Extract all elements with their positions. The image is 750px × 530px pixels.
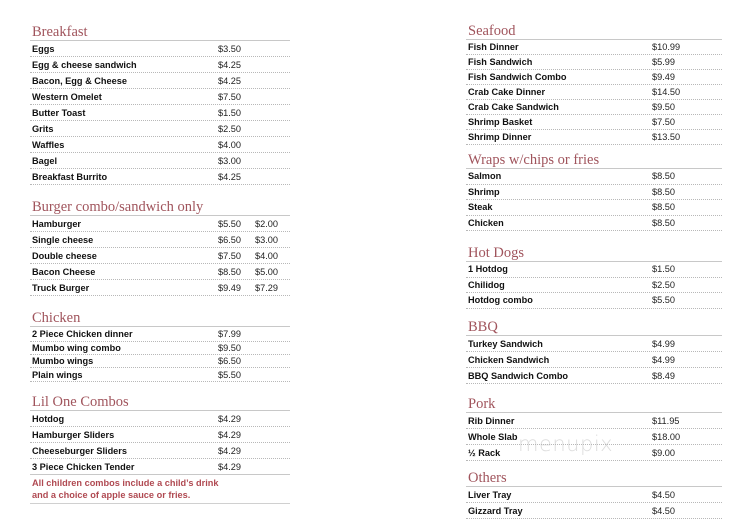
- section-bbq: [466, 319, 722, 384]
- item-name: Mumbo wing combo: [32, 343, 121, 353]
- item-name: Salmon: [468, 171, 502, 182]
- item-price: $8.49: [652, 370, 675, 381]
- item-price: $7.50: [218, 91, 241, 102]
- section-others: [466, 470, 722, 519]
- menu-row: [466, 352, 722, 368]
- item-price: $3.50: [218, 43, 241, 54]
- sandwich-price: $4.00: [254, 250, 278, 261]
- item-price: $9.50: [652, 102, 675, 112]
- item-name: Bagel: [32, 155, 58, 166]
- item-price: $2.50: [652, 279, 675, 290]
- section-burger: [30, 199, 290, 296]
- item-price: $4.00: [218, 139, 241, 150]
- item-name: Western Omelet: [32, 91, 102, 102]
- item-price: $10.99: [652, 42, 681, 52]
- item-price: $9.50: [218, 343, 241, 353]
- menu-row: [30, 342, 290, 355]
- item-price: $2.50: [218, 123, 241, 134]
- menu-row: [30, 427, 290, 443]
- menupix-watermark: menupix: [518, 432, 614, 456]
- item-name: Bacon Cheese: [32, 266, 96, 277]
- menu-row: [466, 503, 722, 519]
- menu-row: [30, 169, 290, 185]
- section-title: Seafood: [466, 23, 722, 40]
- item-price: $13.50: [652, 132, 681, 142]
- sandwich-price: $5.00: [254, 266, 278, 277]
- item-price: $4.29: [218, 413, 241, 424]
- section-hot-dogs: [466, 245, 722, 309]
- item-price: $4.50: [652, 505, 675, 516]
- item-name: Waffles: [32, 139, 65, 150]
- item-price: $5.50: [218, 369, 241, 380]
- menu-row: [466, 85, 722, 100]
- item-name: Double cheese: [32, 250, 97, 261]
- item-price: $1.50: [218, 107, 241, 118]
- section-chicken: [30, 310, 290, 382]
- item-name: Whole Slab: [468, 431, 518, 442]
- menu-row: [466, 200, 722, 216]
- menu-row: [30, 280, 290, 296]
- menu-row: [30, 57, 290, 73]
- item-price: $1.50: [652, 264, 675, 275]
- item-name: Grits: [32, 123, 54, 134]
- combo-price: $7.50: [218, 250, 241, 261]
- item-price: $4.25: [218, 171, 241, 182]
- combo-price: $8.50: [218, 266, 241, 277]
- note-line: and a choice of apple sauce or fries.: [32, 490, 191, 500]
- item-price: $7.50: [652, 117, 675, 127]
- item-name: Crab Cake Dinner: [468, 87, 546, 97]
- item-name: Fish Sandwich: [468, 57, 533, 67]
- menu-row: [30, 368, 290, 382]
- menu-row: [30, 121, 290, 137]
- section-title: BBQ: [466, 319, 722, 336]
- menu-row: [30, 459, 290, 475]
- menu-row: [466, 487, 722, 503]
- menu-row: [30, 41, 290, 57]
- menu-row: [30, 443, 290, 459]
- combo-price: $5.50: [218, 218, 241, 229]
- item-price: $4.29: [218, 445, 241, 456]
- item-name: Turkey Sandwich: [468, 338, 543, 349]
- menu-row: [30, 355, 290, 368]
- section-title: Others: [466, 470, 722, 487]
- item-name: Hotdog combo: [468, 295, 533, 306]
- menu-row: [30, 105, 290, 121]
- item-name: Steak: [468, 202, 493, 213]
- menu-row: [30, 73, 290, 89]
- item-name: Chilidog: [468, 279, 505, 290]
- item-price: $8.50: [652, 171, 675, 182]
- item-name: Liver Tray: [468, 489, 512, 500]
- item-name: Rib Dinner: [468, 415, 515, 426]
- menu-row: [466, 55, 722, 70]
- menu-row: [466, 169, 722, 185]
- item-price: $9.49: [652, 72, 675, 82]
- menu-row: [466, 130, 722, 145]
- item-price: $4.29: [218, 461, 241, 472]
- menu-row: [30, 89, 290, 105]
- item-name: Mumbo wings: [32, 356, 94, 366]
- item-name: ½ Rack: [468, 447, 501, 458]
- item-name: Eggs: [32, 43, 55, 54]
- menu-row: [466, 368, 722, 384]
- item-name: Fish Dinner: [468, 42, 519, 52]
- sandwich-price: $3.00: [254, 234, 278, 245]
- combo-price: $9.49: [218, 282, 241, 293]
- item-name: Chicken: [468, 217, 504, 228]
- menu-row: [466, 336, 722, 352]
- item-name: Hamburger: [32, 218, 82, 229]
- item-price: $5.99: [652, 57, 675, 67]
- item-name: Bacon, Egg & Cheese: [32, 75, 127, 86]
- item-name: Hamburger Sliders: [32, 429, 115, 440]
- item-name: Chicken Sandwich: [468, 354, 550, 365]
- item-name: Butter Toast: [32, 107, 86, 118]
- item-name: Plain wings: [32, 369, 83, 380]
- item-name: Crab Cake Sandwich: [468, 102, 559, 112]
- item-name: Hotdog: [32, 413, 65, 424]
- note-line: All children combos include a child’s drink: [32, 478, 219, 488]
- menu-row: [466, 70, 722, 85]
- section-title: Burger combo/sandwich only: [30, 199, 290, 216]
- menu-row: [466, 293, 722, 309]
- item-name: Shrimp Basket: [468, 117, 533, 127]
- item-price: $5.50: [652, 295, 675, 306]
- item-price: $18.00: [652, 431, 681, 442]
- section-title: Chicken: [30, 310, 290, 327]
- item-name: Single cheese: [32, 234, 94, 245]
- item-price: $4.25: [218, 75, 241, 86]
- item-price: $4.99: [652, 338, 675, 349]
- section-title: Wraps w/chips or fries: [466, 152, 722, 169]
- item-name: Breakfast Burrito: [32, 171, 108, 182]
- item-name: Shrimp Dinner: [468, 132, 532, 142]
- section-title: Breakfast: [30, 24, 290, 41]
- item-price: $9.00: [652, 447, 675, 458]
- item-name: Cheeseburger Sliders: [32, 445, 127, 456]
- item-price: $11.95: [652, 415, 680, 426]
- menu-row: [466, 185, 722, 201]
- section-lil-one-combos: [30, 394, 290, 504]
- item-price: $14.50: [652, 87, 681, 97]
- menu-row: [466, 40, 722, 55]
- menu-row: [30, 327, 290, 342]
- item-price: $3.00: [218, 155, 241, 166]
- section-title: Hot Dogs: [466, 245, 722, 262]
- item-name: 3 Piece Chicken Tender: [32, 461, 135, 472]
- item-name: 1 Hotdog: [468, 264, 508, 275]
- menu-row: [466, 216, 722, 232]
- item-name: BBQ Sandwich Combo: [468, 370, 569, 381]
- item-price: $4.25: [218, 59, 241, 70]
- menu-row: [466, 262, 722, 278]
- children-combo-note: [30, 475, 290, 504]
- item-price: $4.29: [218, 429, 241, 440]
- menu-row: [30, 264, 290, 280]
- menu-row: [30, 232, 290, 248]
- item-name: Gizzard Tray: [468, 505, 523, 516]
- item-price: $4.99: [652, 354, 675, 365]
- section-title: Pork: [466, 396, 722, 413]
- menu-row: [466, 115, 722, 130]
- menu-row: [30, 216, 290, 232]
- section-title: Lil One Combos: [30, 394, 290, 411]
- sandwich-price: $7.29: [254, 282, 278, 293]
- item-price: $4.50: [652, 489, 675, 500]
- combo-price: $6.50: [218, 234, 241, 245]
- item-name: Fish Sandwich Combo: [468, 72, 567, 82]
- menu-row: [30, 411, 290, 427]
- menu-row: [466, 100, 722, 115]
- item-name: 2 Piece Chicken dinner: [32, 329, 133, 339]
- menu-row: [30, 248, 290, 264]
- item-name: Truck Burger: [32, 282, 90, 293]
- menu-row: [466, 278, 722, 294]
- menu-row: [466, 413, 722, 429]
- section-breakfast: [30, 24, 290, 185]
- sandwich-price: $2.00: [254, 218, 278, 229]
- item-price: $6.50: [218, 356, 241, 366]
- item-name: Shrimp: [468, 186, 500, 197]
- section-seafood: [466, 23, 722, 145]
- menu-row: [30, 137, 290, 153]
- item-price: $8.50: [652, 186, 675, 197]
- section-wraps: [466, 152, 722, 231]
- item-name: Egg & cheese sandwich: [32, 59, 137, 70]
- item-price: $7.99: [218, 329, 241, 339]
- menu-row: [30, 153, 290, 169]
- item-price: $8.50: [652, 202, 675, 213]
- item-price: $8.50: [652, 217, 675, 228]
